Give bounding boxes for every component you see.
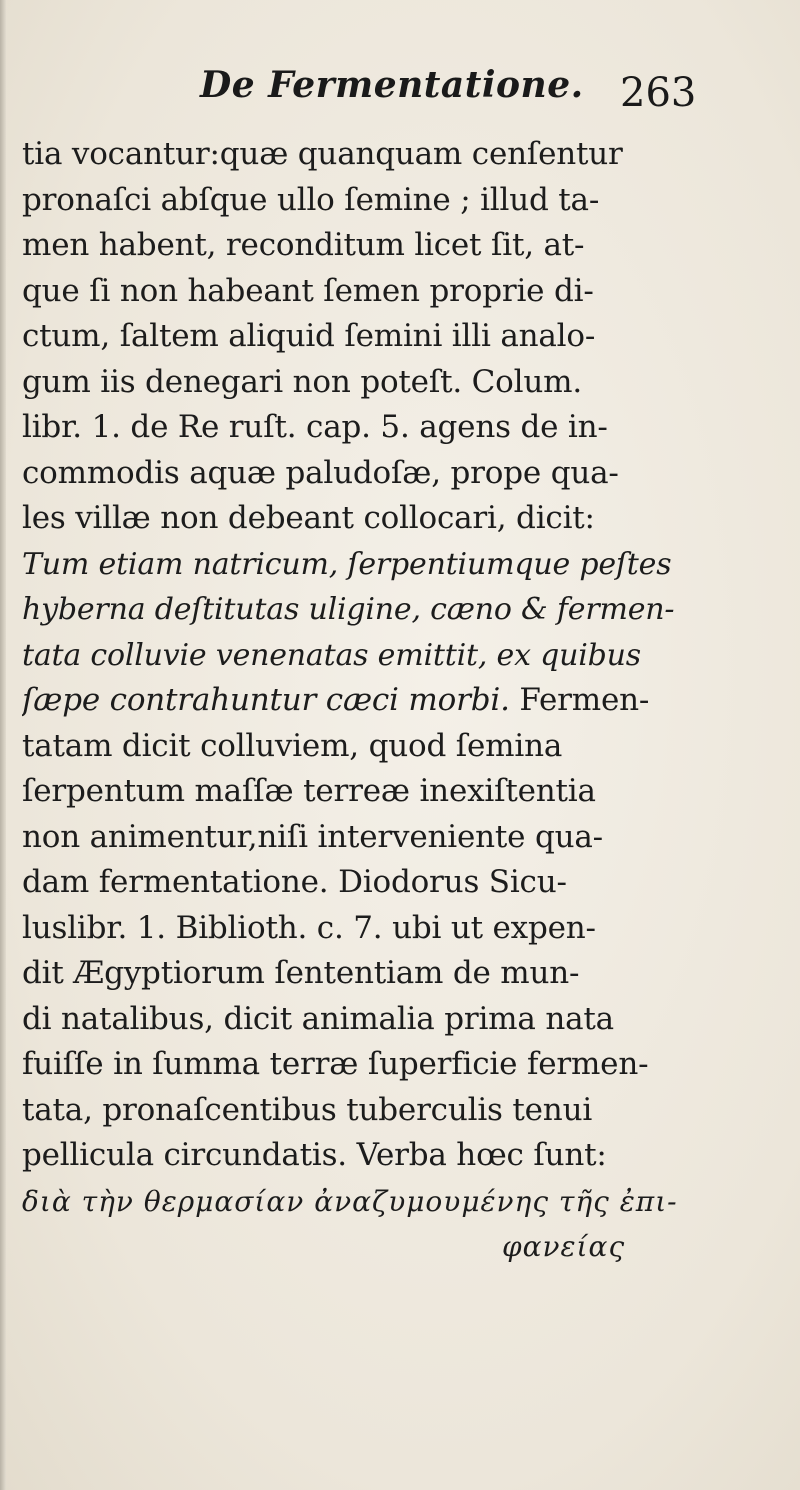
- text-line: tatam dicit colluviem, quod ſemina: [22, 727, 563, 764]
- greek-line: φανείας: [502, 1230, 626, 1263]
- text-line: dam fermentatione. Diodorus Sicu-: [22, 864, 567, 900]
- mixed-line: [22, 678, 792, 724]
- text-line: tata, pronaſcentibus tuberculis tenui: [22, 1091, 593, 1128]
- quotation-line: hyberna deſtitutas uligine, cæno & fermen-: [22, 592, 675, 627]
- text-line: libr. 1. de Re ruſt. cap. 5. agens de in-: [22, 409, 608, 445]
- text-line: pronaſci abſque ullo ſemine ; illud ta-: [22, 181, 600, 218]
- text-line: dit Ægyptiorum ſententiam de mun-: [22, 955, 580, 991]
- text-line: luslibr. 1. Biblioth. c. 7. ubi ut expen-: [22, 909, 596, 946]
- page-binding-edge: [0, 0, 6, 1490]
- text-line: pellicula circundatis. Verba hœc ſunt:: [22, 1137, 607, 1173]
- quotation-line: Tum etiam natricum, ſerpentiumque peſtes: [22, 546, 672, 582]
- text-line: non animentur,niſi interveniente qua-: [22, 818, 603, 855]
- quotation-end: ſæpe contrahuntur cæci morbi.: [22, 682, 510, 718]
- text-line: di natalibus, dicit animalia prima nata: [22, 1000, 614, 1037]
- quotation-line: tata colluvie venenatas emittit, ex quibus: [22, 637, 641, 673]
- text-fragment: Fermen-: [519, 682, 650, 718]
- text-line: ſerpentum maſſæ terreæ inexiſtentia: [22, 773, 596, 809]
- page-header: [0, 62, 800, 122]
- greek-line: διὰ τὴν θερμασίαν ἀναζυμουμένης τῆς ἐπι-: [22, 1184, 678, 1218]
- body-text: [22, 132, 792, 1270]
- page-number: 263: [620, 70, 697, 116]
- text-line: tia vocantur:quæ quanquam cenſentur: [22, 136, 623, 172]
- text-line: men habent, reconditum licet ſit, at-: [22, 227, 585, 263]
- text-line: que ſi non habeant ſemen proprie di-: [22, 272, 594, 309]
- text-line: fuiſſe in ſumma terræ ſuperficie fermen-: [22, 1046, 649, 1082]
- text-line: commodis aquæ paludoſæ, prope qua-: [22, 454, 619, 491]
- text-line: gum iis denegari non poteſt. Colum.: [22, 363, 582, 400]
- text-line: les villæ non debeant collocari, dicit:: [22, 500, 595, 536]
- running-title: De Fermentatione.: [200, 64, 584, 106]
- text-line: ctum, ſaltem aliquid ſemini illi analo-: [22, 318, 596, 354]
